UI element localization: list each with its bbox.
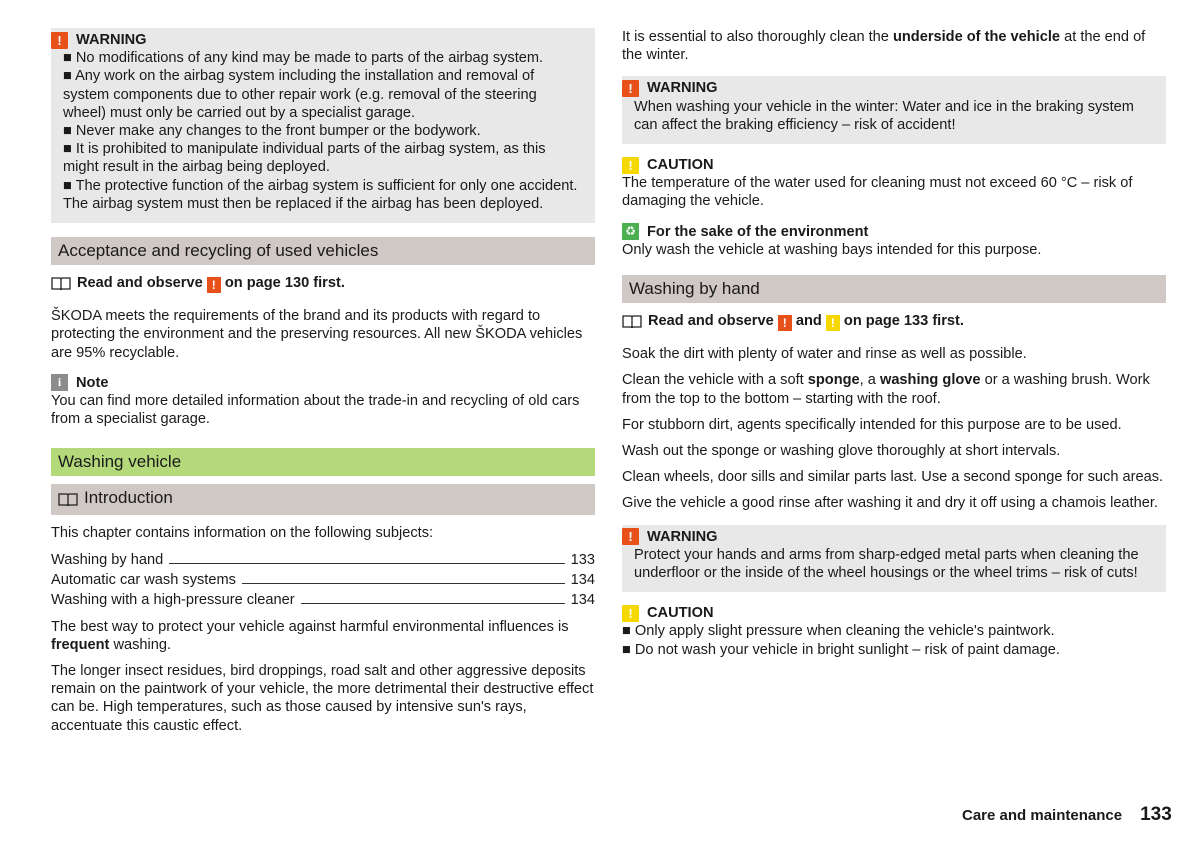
warning-box-airbag bbox=[51, 28, 595, 223]
toc-leader bbox=[169, 563, 564, 564]
page-footer bbox=[962, 804, 1172, 826]
toc-row[interactable] bbox=[51, 590, 595, 610]
caution-label: CAUTION bbox=[647, 157, 714, 174]
warning-title bbox=[622, 79, 1154, 97]
bold-text: frequent bbox=[51, 636, 110, 653]
caution-label: CAUTION bbox=[647, 605, 714, 622]
hand-para-6: Give the vehicle a good rinse after washing it and dry it off using a chamois leather. bbox=[622, 495, 1158, 512]
book-icon bbox=[58, 488, 78, 514]
warning-icon: ! bbox=[51, 32, 68, 49]
subsection-heading-introduction bbox=[51, 484, 595, 515]
read-prefix: Read and observe bbox=[77, 275, 203, 292]
intro-text: This chapter contains information on the following subjects: bbox=[51, 525, 434, 542]
toc-label[interactable]: Automatic car wash systems bbox=[51, 571, 236, 588]
book-icon bbox=[51, 276, 71, 295]
text: or a washing brush. Work from the top to the bottom – starting with the roof. bbox=[622, 372, 1150, 407]
caution-icon: ! bbox=[622, 605, 639, 622]
text: Clean the vehicle with a soft bbox=[622, 372, 804, 389]
caution-line: ■ Do not wash your vehicle in bright sunlight – risk of paint damage. bbox=[622, 641, 1060, 658]
right-column bbox=[622, 28, 1166, 659]
warning-body: When washing your vehicle in the winter: Water and ice in the braking system can affect the braking efficiency – risk of accident! bbox=[634, 98, 1134, 133]
warning-line: ■ The protective function of the airbag system is sufficient for only one accident. The airbag system must then be replaced if the airbag has been deployed. bbox=[63, 177, 578, 212]
warning-label: WARNING bbox=[647, 80, 718, 97]
recycling-body: ŠKODA meets the requirements of the brand and its products with regard to protecting the environment and the preserving resources. All new ŠKODA vehicles are 95% recyclable. bbox=[51, 308, 583, 361]
bold-text: washing glove bbox=[879, 372, 981, 389]
underside-para bbox=[622, 28, 1166, 64]
hand-para-3: For stubborn dirt, agents specifically intended for this purpose are to be used. bbox=[622, 416, 1122, 433]
bold-text: underside of the vehicle bbox=[892, 29, 1061, 45]
warning-line: ■ No modifications of any kind may be made to parts of the airbag system. bbox=[63, 50, 544, 67]
read-suffix: on page 133 first. bbox=[843, 313, 964, 330]
hand-para-2 bbox=[622, 371, 1166, 407]
info-icon: i bbox=[51, 374, 68, 391]
warning-box-cuts bbox=[622, 525, 1166, 593]
toc-label[interactable]: Washing by hand bbox=[51, 551, 164, 568]
warning-box-winter bbox=[622, 76, 1166, 144]
section-heading-recycling: Acceptance and recycling of used vehicles bbox=[51, 237, 595, 265]
toc-page[interactable]: 134 bbox=[570, 591, 595, 608]
read-observe-line bbox=[622, 312, 1166, 333]
warning-icon: ! bbox=[207, 277, 221, 293]
text: It is essential to also thoroughly clean the bbox=[622, 29, 889, 45]
toc-page[interactable]: 134 bbox=[570, 571, 595, 588]
environment-label: For the sake of the environment bbox=[647, 223, 869, 240]
chapter-name: Care and maintenance bbox=[962, 807, 1123, 824]
warning-body: Protect your hands and arms from sharp-edged metal parts when cleaning the underfloor or the inside of the wheel housings or the wheel trims – risk of cuts! bbox=[634, 546, 1139, 582]
warning-icon: ! bbox=[778, 315, 792, 331]
warning-title bbox=[622, 528, 1154, 546]
toc-row[interactable] bbox=[51, 570, 595, 590]
caution-line: ■ Only apply slight pressure when cleaning the vehicle's paintwork. bbox=[622, 623, 1055, 640]
caution-body: The temperature of the water used for cleaning must not exceed 60 °C – risk of damaging the vehicle. bbox=[622, 175, 1133, 210]
caution-icon: ! bbox=[622, 157, 639, 174]
recycle-icon: ♻ bbox=[622, 223, 639, 240]
toc-row[interactable] bbox=[51, 550, 595, 570]
read-and: and bbox=[795, 313, 822, 330]
environment-title bbox=[622, 223, 1166, 241]
caution-title bbox=[622, 156, 1166, 174]
washing-para-1 bbox=[51, 618, 595, 654]
section-heading-washing: Washing vehicle bbox=[51, 448, 595, 476]
read-observe-line bbox=[51, 274, 595, 295]
warning-icon: ! bbox=[622, 80, 639, 97]
introduction-label: Introduction bbox=[84, 488, 173, 508]
text: at the end of the winter. bbox=[622, 29, 1146, 64]
bold-text: sponge bbox=[807, 372, 860, 389]
text: The best way to protect your vehicle against harmful environmental influences is bbox=[51, 618, 569, 635]
note-title bbox=[51, 374, 595, 392]
warning-line: ■ Any work on the airbag system including the installation and removal of system components due to other repair work (e.g. removal of the steering wheel) must only be carried out by a specialist garage. bbox=[63, 68, 537, 121]
warning-label: WARNING bbox=[647, 528, 718, 545]
toc-list bbox=[51, 550, 595, 610]
read-prefix: Read and observe bbox=[648, 313, 774, 330]
hand-para-5: Clean wheels, door sills and similar parts last. Use a second sponge for such areas. bbox=[622, 469, 1164, 486]
note-body: You can find more detailed information about the trade-in and recycling of old cars from a specialist garage. bbox=[51, 393, 580, 428]
text: washing. bbox=[113, 636, 172, 653]
warning-icon: ! bbox=[622, 528, 639, 545]
book-icon bbox=[622, 314, 642, 333]
page-number: 133 bbox=[1140, 804, 1172, 825]
text: , a bbox=[859, 372, 876, 389]
toc-page[interactable]: 133 bbox=[570, 551, 595, 568]
toc-label[interactable]: Washing with a high-pressure cleaner bbox=[51, 591, 295, 608]
hand-para-4: Wash out the sponge or washing glove thoroughly at short intervals. bbox=[622, 443, 1061, 460]
warning-line: ■ It is prohibited to manipulate individual parts of the airbag system, as this might result in the airbag being deployed. bbox=[63, 141, 546, 176]
environment-body: Only wash the vehicle at washing bays intended for this purpose. bbox=[622, 241, 1042, 258]
caution-icon: ! bbox=[826, 315, 840, 331]
read-suffix: on page 130 first. bbox=[224, 275, 345, 292]
section-heading-washing-by-hand: Washing by hand bbox=[622, 275, 1166, 303]
hand-para-1: Soak the dirt with plenty of water and rinse as well as possible. bbox=[622, 346, 1027, 363]
note-label: Note bbox=[76, 374, 109, 391]
toc-leader bbox=[301, 603, 565, 604]
caution-title bbox=[622, 604, 1166, 622]
warning-line: ■ Never make any changes to the front bumper or the bodywork. bbox=[63, 123, 481, 140]
left-column bbox=[51, 28, 595, 735]
warning-label: WARNING bbox=[76, 32, 147, 48]
warning-title bbox=[51, 31, 583, 49]
washing-para-2: The longer insect residues, bird droppings, road salt and other aggressive deposits remain on the paintwork of your vehicle, the more detrimental their destructive effect can be. High temperatures, such as those caused by intensive sun's rays, accentuate this caustic effect. bbox=[51, 663, 594, 734]
toc-leader bbox=[242, 583, 565, 584]
